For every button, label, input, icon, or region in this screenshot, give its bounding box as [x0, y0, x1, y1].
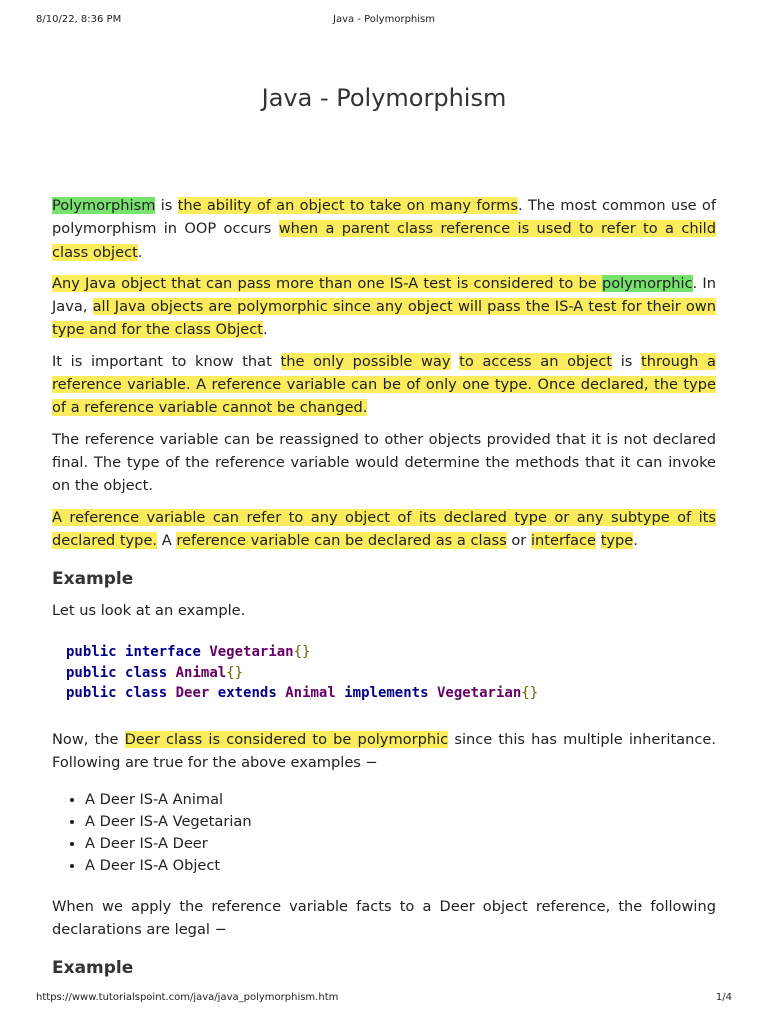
example-heading-2: Example	[52, 958, 134, 979]
highlight-only-way: the only possible way	[280, 352, 451, 370]
text-run	[596, 532, 601, 549]
code-block	[66, 642, 716, 704]
print-page-count: 1/4	[715, 992, 732, 1003]
text-run	[451, 353, 460, 370]
code-keyword: implements	[344, 685, 429, 702]
example-intro: Let us look at an example.	[52, 602, 246, 620]
paragraph-definition	[52, 194, 716, 264]
code-type: Animal	[175, 664, 227, 681]
article-content	[52, 78, 716, 988]
text-run: .	[633, 531, 638, 549]
highlight-interface: interface	[530, 531, 597, 549]
page-title: Java - Polymorphism	[261, 84, 507, 112]
code-type: Deer	[175, 685, 210, 702]
text-run: is	[612, 352, 642, 370]
code-braces: {}	[293, 644, 311, 661]
code-keyword: public	[66, 644, 117, 661]
code-type: Vegetarian	[436, 685, 522, 702]
code-braces: {}	[226, 664, 244, 681]
code-keyword: public	[66, 664, 117, 681]
text-run: or	[506, 531, 531, 549]
code-keyword: class	[125, 685, 168, 702]
highlight-subtype: A reference variable can refer to any object of its declared type or any subtype of its declared type.	[52, 508, 716, 549]
text-run: It is important to know that	[52, 352, 281, 370]
highlight-type: type	[600, 531, 634, 549]
paragraph-is-a-test	[52, 272, 716, 342]
paragraph-deer-polymorphic	[52, 728, 716, 775]
code-keyword: public	[66, 685, 117, 702]
highlight-polymorphic: polymorphic	[601, 274, 693, 292]
highlight-class: reference variable can be declared as a class	[176, 531, 507, 549]
code-type: Animal	[285, 685, 336, 702]
text-run: since this has multiple inheritance. Following are true for the above examples −	[52, 730, 717, 772]
highlight-usage: when a parent class reference is used to refer to a child class object	[52, 220, 716, 261]
print-footer	[36, 992, 732, 1006]
code-braces: {}	[521, 685, 539, 702]
highlight-all-objects: all Java objects are polymorphic since any object will pass the IS-A test for their own type and for the class Object	[52, 298, 716, 339]
text-run: .	[137, 243, 143, 261]
text-run: . In Java,	[52, 274, 716, 316]
print-tab-title: Java - Polymorphism	[333, 14, 435, 25]
code-keyword: extends	[217, 685, 277, 702]
paragraph-reference-variable	[52, 350, 716, 420]
print-datetime: 8/10/22, 8:36 PM	[36, 14, 122, 25]
is-a-list	[52, 789, 716, 877]
list-item: • A Deer IS-A Animal	[85, 789, 716, 811]
code-keyword: interface	[125, 644, 201, 661]
list-item: • A Deer IS-A Object	[85, 855, 716, 877]
text-run: . The most common use of polymorphism in OOP occurs	[52, 197, 716, 238]
list-item: • A Deer IS-A Deer	[85, 833, 716, 855]
list-item: • A Deer IS-A Vegetarian	[85, 811, 716, 833]
text-run: Now, the	[52, 730, 125, 748]
text-run: is	[155, 197, 178, 214]
highlight-reference-variable: through a reference variable. A reference variable can be of only one type. Once declared, the type of a reference variable cannot be changed.	[52, 352, 716, 417]
text-run: .	[263, 321, 268, 339]
highlight-term: Polymorphism	[52, 197, 156, 214]
example-heading: Example	[52, 569, 134, 590]
print-header	[36, 14, 732, 30]
text-run: A	[157, 531, 177, 549]
highlight-is-a: Any Java object that can pass more than one IS-A test is considered to be	[52, 274, 602, 292]
paragraph-reassign: The reference variable can be reassigned to other objects provided that it is not declared final. The type of the reference variable would determine the methods that it can invoke on the object.	[52, 430, 716, 495]
paragraph-declared-type	[52, 506, 716, 553]
highlight-deer: Deer class is considered to be polymorphic	[124, 730, 449, 748]
code-keyword: class	[125, 664, 168, 681]
highlight-access-object: to access an object	[459, 352, 613, 370]
paragraph-legal-declarations: When we apply the reference variable facts to a Deer object reference, the following declarations are legal −	[52, 897, 716, 938]
highlight-definition: the ability of an object to take on many forms	[177, 197, 518, 214]
code-type: Vegetarian	[209, 644, 294, 661]
print-url: https://www.tutorialspoint.com/java/java_polymorphism.htm	[36, 992, 339, 1003]
